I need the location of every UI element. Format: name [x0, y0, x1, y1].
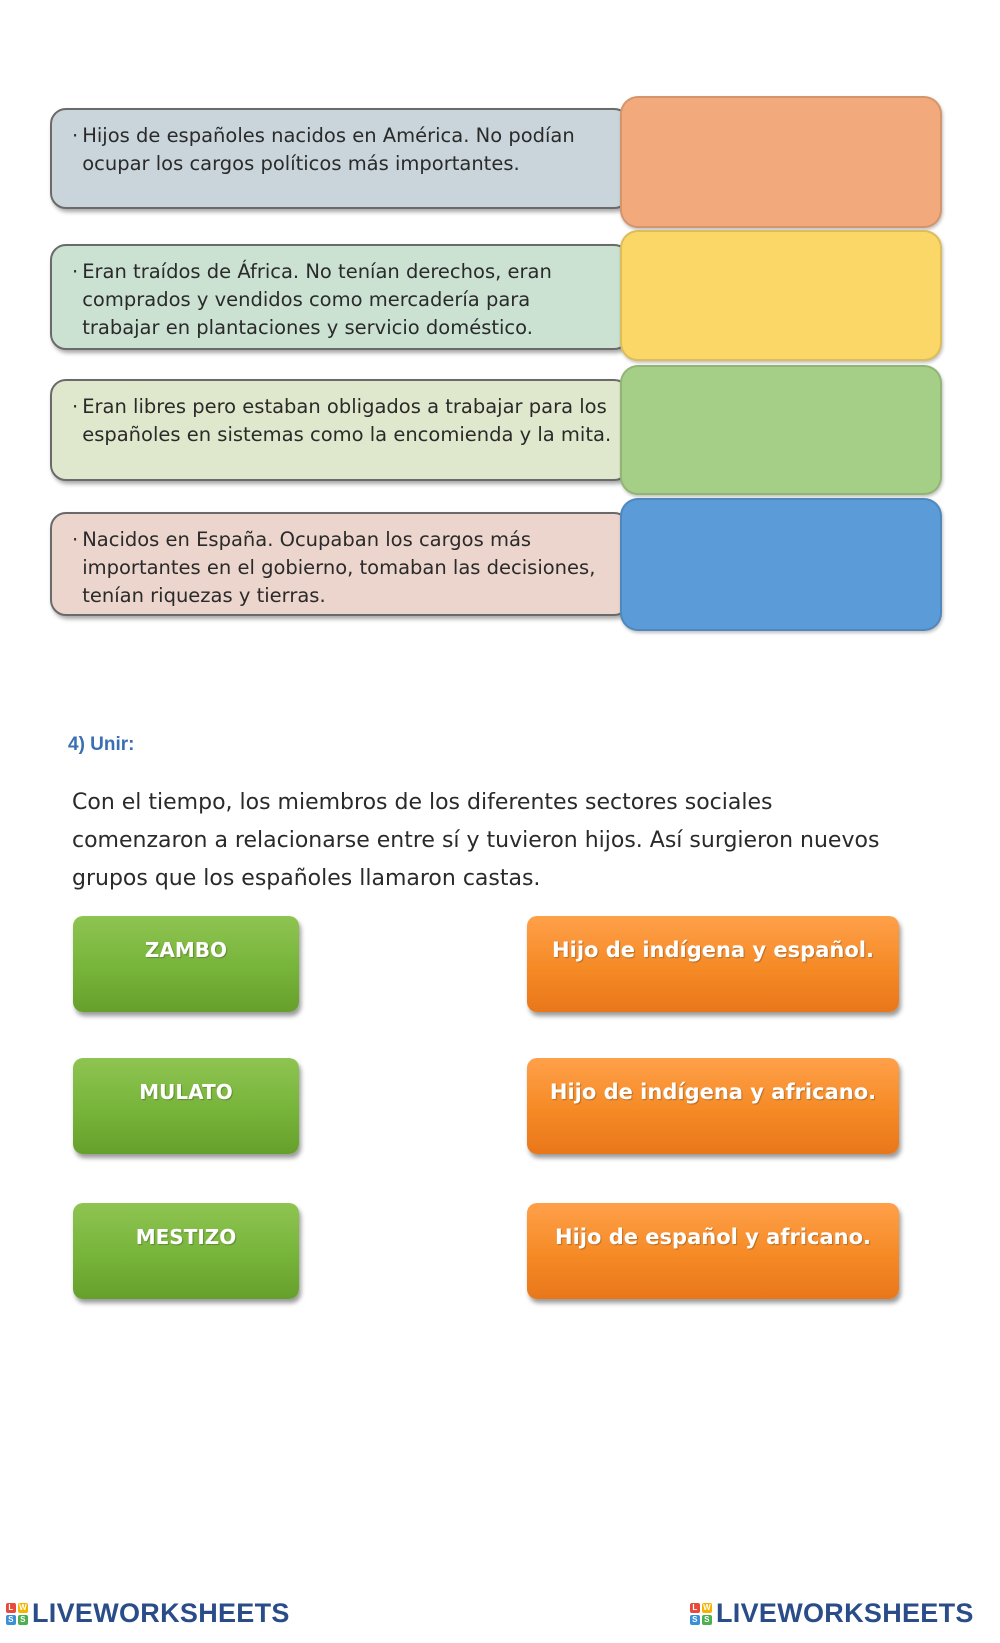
- casta-zambo[interactable]: ZAMBO: [73, 916, 299, 1012]
- logo-letter: S: [6, 1615, 16, 1625]
- match-row-4: [50, 498, 942, 633]
- liveworksheets-icon: [6, 1603, 28, 1625]
- logo-letter: W: [703, 1602, 711, 1612]
- description-box-4: [50, 512, 630, 616]
- bullet: ·: [72, 528, 79, 551]
- description-box-1: [50, 108, 630, 209]
- definition-2[interactable]: Hijo de indígena y africano.: [527, 1058, 899, 1154]
- logo-letter: L: [690, 1603, 700, 1613]
- bullet: ·: [72, 260, 79, 283]
- description-text: Eran libres pero estaban obligados a trabajar para los españoles en sistemas como la encomienda y la mita.: [82, 395, 612, 446]
- match-row-2: [50, 230, 942, 363]
- logo-letter: S: [690, 1615, 700, 1625]
- liveworksheets-logo-left: [6, 1598, 290, 1629]
- bullet: ·: [72, 395, 79, 418]
- casta-mulato[interactable]: MULATO: [73, 1058, 299, 1154]
- color-drop-box-2[interactable]: [620, 230, 942, 361]
- section-title: 4) Unir:: [68, 734, 135, 755]
- match-row-3: [50, 365, 942, 497]
- logo-letter: S: [702, 1615, 712, 1625]
- section-intro: Con el tiempo, los miembros de los diferentes sectores sociales comenzaron a relacionarse entre sí y tuvieron hijos. Así surgieron nuevos grupos que los españoles llamaron castas.: [72, 790, 880, 891]
- casta-mestizo[interactable]: MESTIZO: [73, 1203, 299, 1299]
- logo-letter: L: [6, 1603, 16, 1613]
- liveworksheets-icon: [690, 1603, 712, 1625]
- description-text: Hijos de españoles nacidos en América. No podían ocupar los cargos políticos más importantes.: [82, 124, 575, 175]
- logo-text: LIVEWORKSHEETS: [32, 1598, 290, 1628]
- logo-letter: S: [18, 1615, 28, 1625]
- description-box-3: [50, 379, 630, 481]
- definition-1[interactable]: Hijo de indígena y español.: [527, 916, 899, 1012]
- liveworksheets-logo-right: [690, 1598, 974, 1629]
- color-drop-box-3[interactable]: [620, 365, 942, 495]
- logo-text: LIVEWORKSHEETS: [716, 1598, 974, 1628]
- bullet: ·: [72, 124, 79, 147]
- definition-3[interactable]: Hijo de español y africano.: [527, 1203, 899, 1299]
- logo-letter: W: [19, 1602, 27, 1612]
- description-text: Nacidos en España. Ocupaban los cargos más importantes en el gobierno, tomaban las decisiones, tenían riquezas y tierras.: [82, 528, 596, 607]
- color-drop-box-1[interactable]: [620, 96, 942, 228]
- color-drop-box-4[interactable]: [620, 498, 942, 631]
- description-text: Eran traídos de África. No tenían derechos, eran comprados y vendidos como mercadería para trabajar en plantaciones y servicio doméstico.: [82, 260, 552, 339]
- description-box-2: [50, 244, 630, 350]
- match-row-1: [50, 96, 942, 228]
